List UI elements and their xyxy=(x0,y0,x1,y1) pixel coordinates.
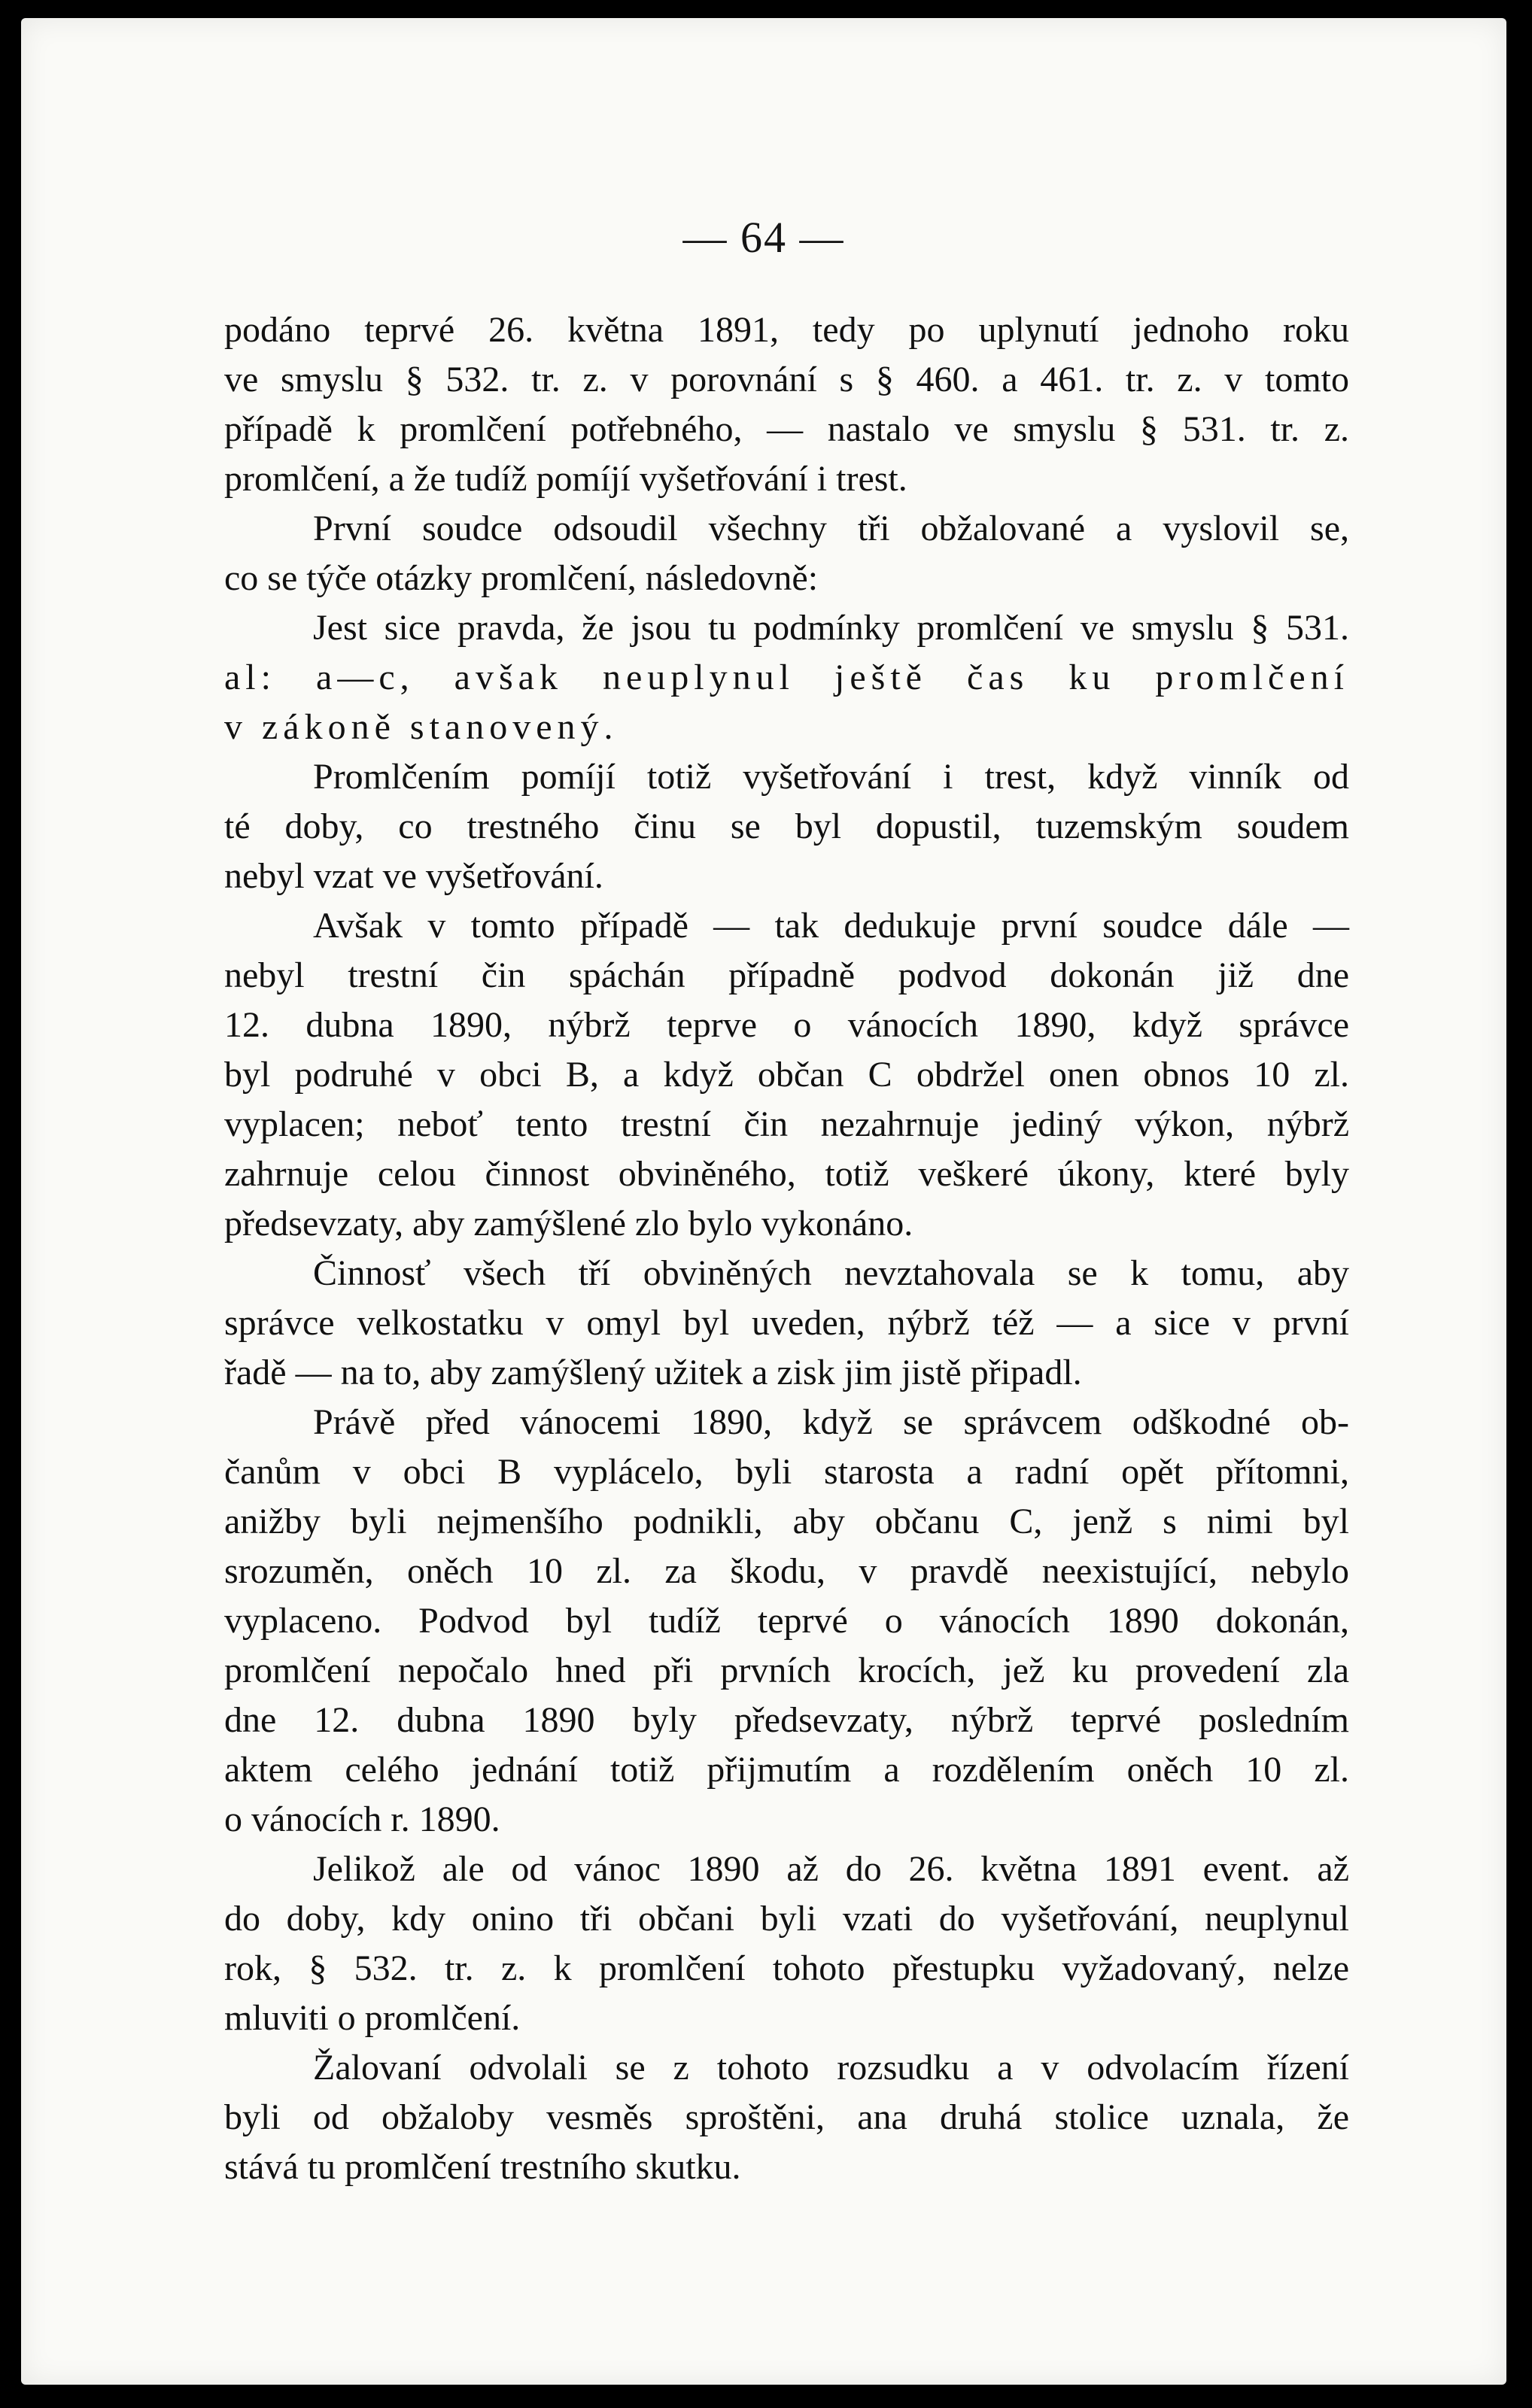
text-line: al: a—c, avšak neuplynul ještě čas ku promlčení xyxy=(224,657,1349,697)
page-number: — 64 — xyxy=(682,213,845,262)
text-line: o vánocích r. 1890. xyxy=(224,1799,500,1839)
text-line: byli od obžaloby vesměs sproštěni, ana druhá stolice uznala, že xyxy=(224,2097,1349,2137)
text-line: mluviti o promlčení. xyxy=(224,1998,521,2038)
text-line: dne 12. dubna 1890 byly předsevzaty, nýbrž teprvé posledním xyxy=(224,1700,1349,1740)
text-line: promlčení, a že tudíž pomíjí vyšetřování i trest. xyxy=(224,459,907,499)
text-line: ve smyslu § 532. tr. z. v porovnání s § 460. a 461. tr. z. v tomto xyxy=(224,360,1349,399)
text-line: případě k promlčení potřebného, — nastalo ve smyslu § 531. tr. z. xyxy=(224,409,1349,449)
text-line: nebyl trestní čin spáchán případně podvod dokonán již dne xyxy=(224,955,1349,995)
text-line: Jelikož ale od vánoc 1890 až do 26. května 1891 event. až xyxy=(313,1849,1349,1889)
text-line: byl podruhé v obci B, a když občan C obdržel onen obnos 10 zl. xyxy=(224,1055,1349,1095)
text-line: Avšak v tomto případě — tak dedukuje první soudce dále — xyxy=(313,906,1349,946)
text-line: stává tu promlčení trestního skutku. xyxy=(224,2147,741,2187)
text-line: aktem celého jednání totiž přijmutím a rozdělením oněch 10 zl. xyxy=(224,1750,1349,1790)
text-line: podáno teprvé 26. května 1891, tedy po uplynutí jednoho roku xyxy=(224,310,1349,350)
text-line: vyplaceno. Podvod byl tudíž teprvé o vánocích 1890 dokonán, xyxy=(224,1601,1349,1641)
text-line: v zákoně stanovený. xyxy=(224,707,619,747)
text-line: 12. dubna 1890, nýbrž teprve o vánocích 1890, když správce xyxy=(224,1005,1349,1045)
scanned-page xyxy=(21,18,1506,2385)
text-line: První soudce odsoudil všechny tři obžalované a vyslovil se, xyxy=(313,509,1349,548)
body-text xyxy=(224,305,1349,2192)
text-line: zahrnuje celou činnost obviněného, totiž veškeré úkony, které byly xyxy=(224,1154,1349,1194)
text-line: co se týče otázky promlčení, následovně: xyxy=(224,558,819,598)
text-line: té doby, co trestného činu se byl dopustil, tuzemským soudem xyxy=(224,806,1349,846)
text-line: rok, § 532. tr. z. k promlčení tohoto přestupku vyžadovaný, nelze xyxy=(224,1948,1349,1988)
text-line: Promlčením pomíjí totiž vyšetřování i trest, když vinník od xyxy=(313,757,1349,797)
text-line: čanům v obci B vyplácelo, byli starosta a radní opět přítomni, xyxy=(224,1452,1349,1492)
text-line: Žalovaní odvolali se z tohoto rozsudku a v odvolacím řízení xyxy=(313,2048,1349,2088)
text-line: řadě — na to, aby zamýšlený užitek a zisk jim jistě připadl. xyxy=(224,1353,1082,1392)
text-line: Právě před vánocemi 1890, když se správcem odškodné ob- xyxy=(313,1402,1349,1442)
text-line: promlčení nepočalo hned při prvních krocích, jež ku provedení zla xyxy=(224,1650,1349,1690)
text-line: vyplacen; neboť tento trestní čin nezahrnuje jediný výkon, nýbrž xyxy=(224,1104,1349,1144)
text-line: správce velkostatku v omyl byl uveden, nýbrž též — a sice v první xyxy=(224,1303,1349,1343)
text-line: anižby byli nejmenšího podnikli, aby občanu C, jenž s nimi byl xyxy=(224,1502,1349,1541)
text-line: do doby, kdy onino tři občani byli vzati do vyšetřování, neuplynul xyxy=(224,1899,1349,1939)
text-line: Jest sice pravda, že jsou tu podmínky promlčení ve smyslu § 531. xyxy=(313,608,1349,648)
text-line: Činnosť všech tří obviněných nevztahovala se k tomu, aby xyxy=(313,1253,1349,1293)
text-line: předsevzaty, aby zamýšlené zlo bylo vykonáno. xyxy=(224,1204,913,1243)
text-line: nebyl vzat ve vyšetřování. xyxy=(224,856,603,896)
text-line: srozuměn, oněch 10 zl. za škodu, v pravdě neexistující, nebylo xyxy=(224,1551,1349,1591)
